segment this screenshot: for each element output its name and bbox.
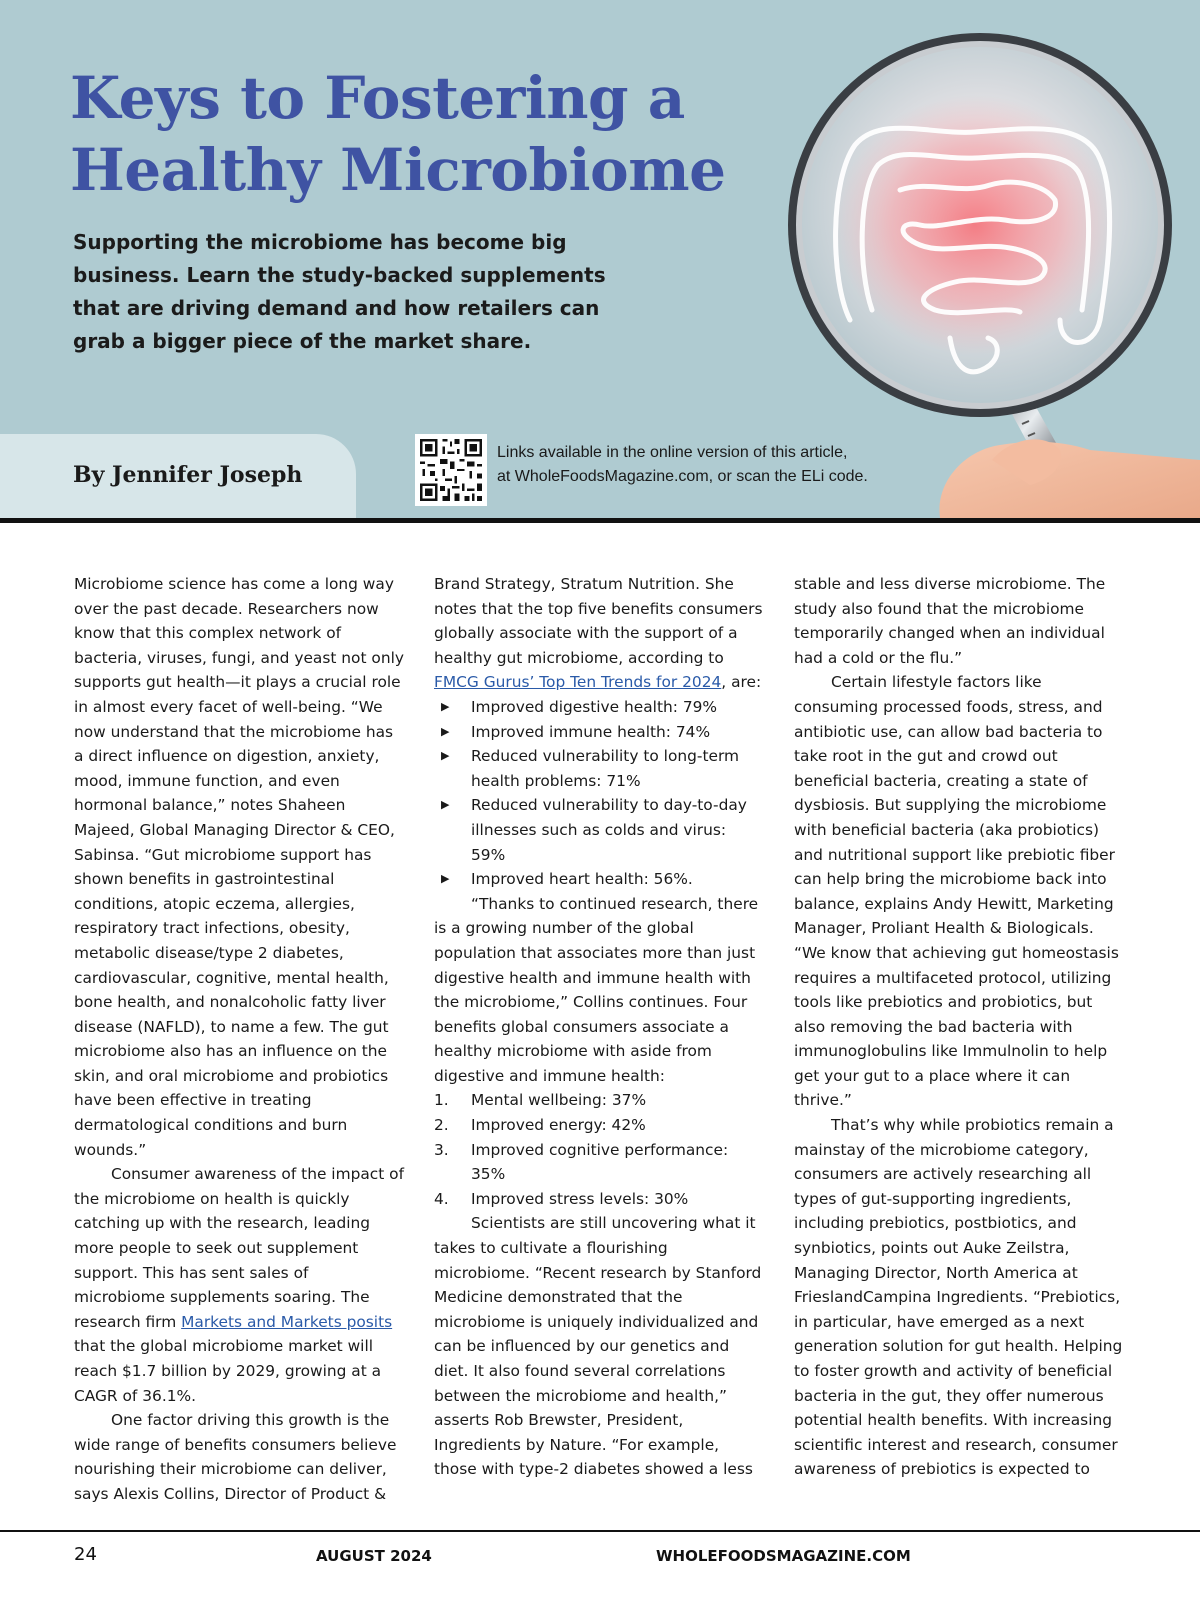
markets-and-markets-link[interactable]: Markets and Markets posits [181,1312,393,1331]
header-divider [0,518,1200,523]
list-number: 3. [434,1140,449,1159]
triangle-bullet-icon: ▶ [441,724,450,738]
paragraph: “Thanks to continued research, there is a growing number of the global population that associates more than just digestive health and immune health with the microbiome,” Collins continues. Four benefits global consumers associate a healthy microbiome with aside from digestive and immune health: [434,894,759,1085]
list-item-text: Reduced vulnerability to day-to-day illnesses such as colds and virus: 59% [471,796,747,864]
website-url: WHOLEFOODSMAGAZINE.COM [656,1547,911,1565]
list-item-text: Mental wellbeing: 37% [471,1091,647,1110]
list-item [434,695,764,720]
paragraph: stable and less diverse microbiome. The study also found that the microbiome temporarily changed when an individual had a cold or the flu.” [794,575,1106,667]
qr-note-line1: Links available in the online version of this article, [497,444,848,461]
text-run: Consumer awareness of the impact of the microbiome on health is quickly catching up with the research, leading more people to seek out supplement support. This has sent sales of microbiome supplements soaring. The research firm [74,1165,405,1331]
list-item-text: Improved digestive health: 79% [471,697,718,716]
list-item [434,1113,764,1138]
article-column-2 [434,572,764,1482]
qr-code-icon[interactable] [415,434,487,506]
paragraph: One factor driving this growth is the wide range of benefits consumers believe nourishing their microbiome can deliver, says Alexis Collins, Director of Product & [74,1411,397,1503]
list-item-text: Improved energy: 42% [471,1116,646,1135]
qr-note-line2: at WholeFoodsMagazine.com, or scan the ELi code. [497,468,868,485]
list-number: 2. [434,1116,449,1135]
list-number: 1. [434,1091,449,1110]
list-item-text: Improved stress levels: 30% [471,1189,689,1208]
list-item [434,744,764,793]
list-item [434,793,764,867]
article-deck: Supporting the microbiome has become big business. Learn the study-backed supplements that are driving demand and how retailers can grab a bigger piece of the market share. [73,230,606,353]
issue-date: AUGUST 2024 [316,1547,432,1565]
article-title: Keys to Fostering a Healthy Microbiome [70,64,726,204]
list-item-text: Reduced vulnerability to long-term health problems: 71% [471,747,740,790]
list-item-text: Improved heart health: 56%. [471,870,693,889]
list-item [434,867,764,892]
paragraph: Certain lifestyle factors like consuming processed foods, stress, and antibiotic use, can allow bad bacteria to take root in the gut and crowd out beneficial bacteria, creating a state of dysbiosis. But supplying the microbiome with beneficial bacteria (aka probiotics) and nutritional support like prebiotic fiber can help bring the microbiome back into balance, explains Andy Hewitt, Marketing Manager, Proliant Health & Biologicals. “We know that achieving gut homeostasis requires a multifaceted protocol, utilizing tools like prebiotics and probiotics, but also removing the bad bacteria with immunoglobulins like Immulnolin to help get your gut to a place where it can thrive.” [794,673,1119,1110]
list-item [434,1187,764,1212]
footer-divider [0,1530,1200,1532]
benefits-bullet-list [434,695,764,892]
list-number: 4. [434,1189,449,1208]
paragraph: That’s why while probiotics remain a mainstay of the microbiome category, consumers are actively researching all types of gut-supporting ingredients, including prebiotics, postbiotics, and synbiotics, points out Auke Zeilstra, Managing Director, North America at FrieslandCampina Ingredients. “Prebiotics, in particular, have emerged as a next generation solution for gut health. Helping to foster growth and activity of beneficial bacteria in the gut, they offer numerous potential health benefits. With increasing scientific interest and research, consumer awareness of prebiotics is expected to [794,1116,1123,1479]
list-item-text: Improved cognitive performance: 35% [471,1140,729,1184]
text-run: that the global microbiome market will reach $1.7 billion by 2029, growing at a CAGR of 36.1%. [74,1337,382,1405]
paragraph: Microbiome science has come a long way over the past decade. Researchers now know that this complex network of bacteria, viruses, fungi, and yeast not only supports gut health—it plays a crucial role in almost every facet of well-being. “We now understand that the microbiome has a direct influence on digestion, anxiety, mood, immune function, and even hormonal balance,” notes Shaheen Majeed, Global Managing Director & CEO, Sabinsa. “Gut microbiome support has shown benefits in gastrointestinal conditions, atopic eczema, allergies, respiratory tract infections, obesity, metabolic disease/type 2 diabetes, cardiovascular, cognitive, mental health, bone health, and nonalcoholic fatty liver disease (NAFLD), to name a few. The gut microbiome also has an influence on the skin, and oral microbiome and probiotics have been effective in treating dermatological conditions and burn wounds.” [74,575,404,1159]
page-number: 24 [74,1544,97,1565]
article-column-3 [794,572,1124,1482]
paragraph [434,572,764,695]
paragraph: Scientists are still uncovering what it takes to cultivate a flourishing microbiome. “Recent research by Stanford Medicine demonstrated that the microbiome is uniquely individualized and can be influenced by our genetics and diet. It also found several correlations between the microbiome and health,” asserts Rob Brewster, President, Ingredients by Nature. “For example, those with type-2 diabetes showed a less [434,1214,762,1479]
qr-note [497,441,917,489]
triangle-bullet-icon: ▶ [441,872,450,886]
triangle-bullet-icon: ▶ [441,749,450,763]
byline: By Jennifer Joseph [73,462,303,488]
list-item [434,1138,764,1187]
benefits-numbered-list [434,1088,764,1211]
article-column-1 [74,572,404,1507]
text-run: , are: [721,673,762,692]
list-item-text: Improved immune health: 74% [471,722,711,741]
triangle-bullet-icon: ▶ [441,798,450,812]
article-header [0,0,1200,518]
text-run: Brand Strategy, Stratum Nutrition. She notes that the top five benefits consumers globally associate with the support of a healthy gut microbiome, according to [434,575,763,667]
list-item [434,720,764,745]
list-item [434,1088,764,1113]
triangle-bullet-icon: ▶ [441,699,450,713]
paragraph [74,1162,404,1408]
fmcg-gurus-link[interactable]: FMCG Gurus’ Top Ten Trends for 2024 [434,673,722,692]
